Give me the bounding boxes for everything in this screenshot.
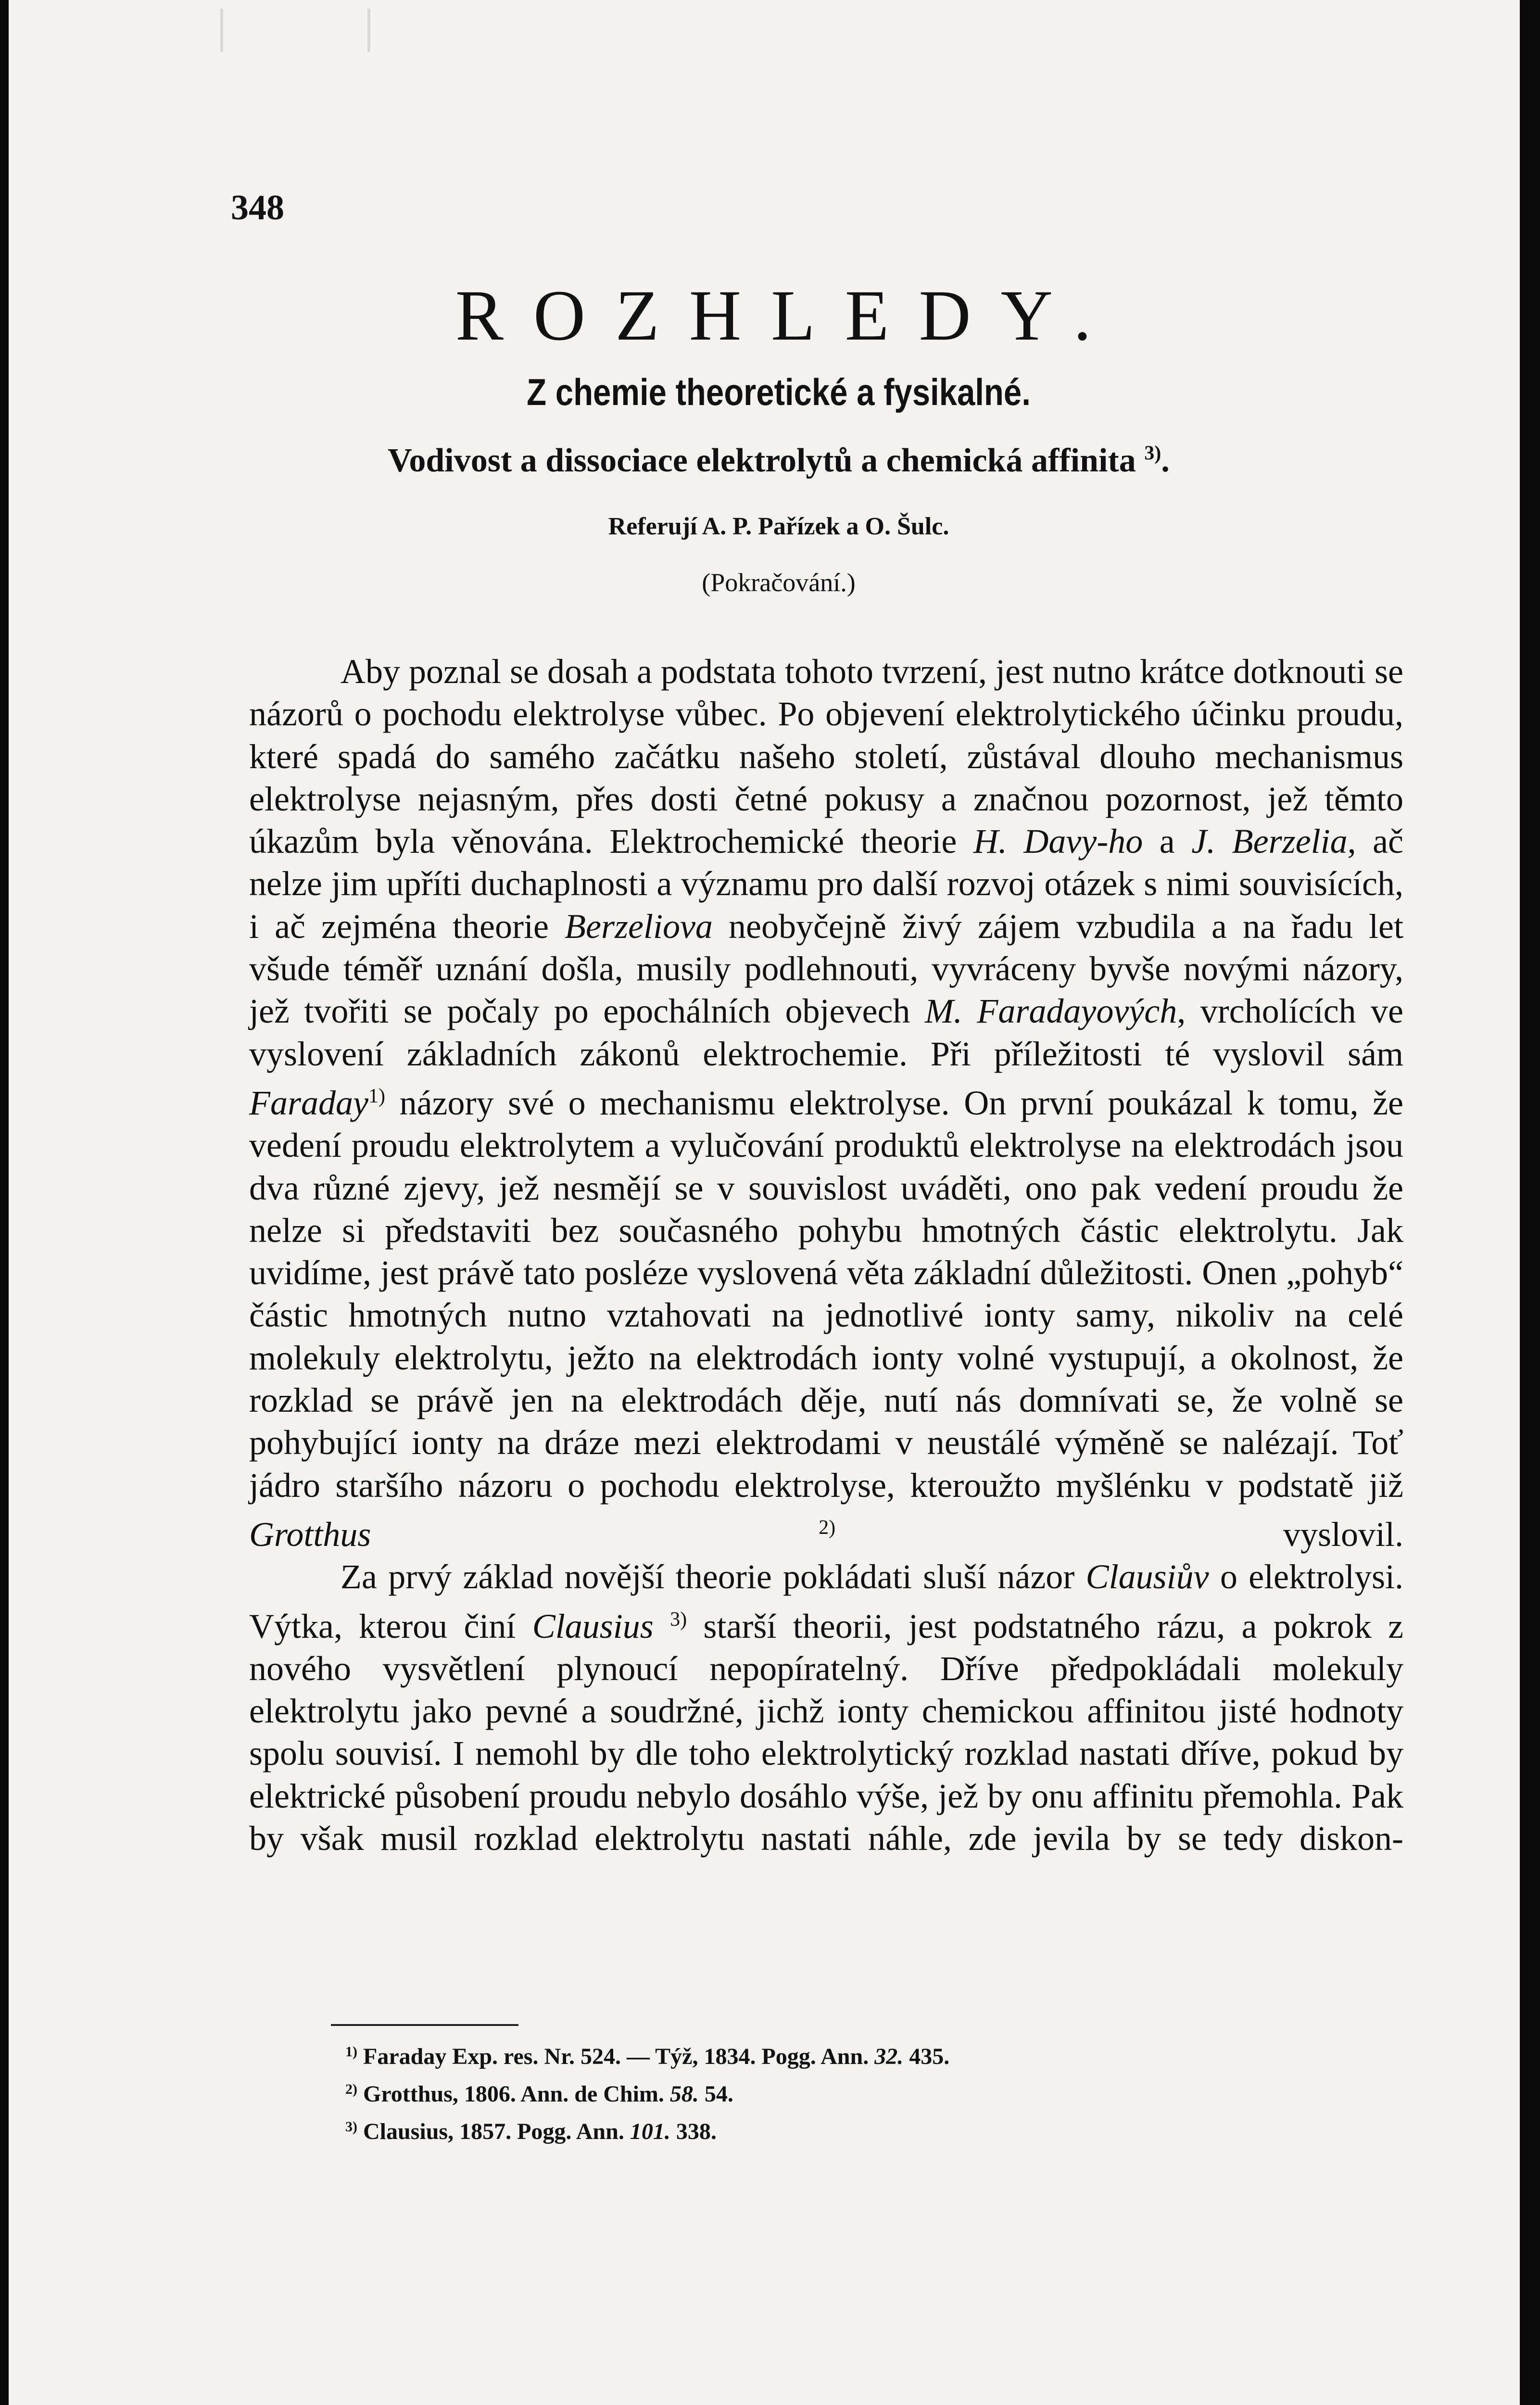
article-title: Vodivost a dissociace elektrolytů a chemická affinita $^{3)}$. [388, 442, 1170, 479]
text-run: starší theorii, jest podstatného rázu, a pokrok z nového vysvětlení plynoucí nepopíratelný. Dříve předpokládali molekuly elektrolytu jako pevné a soudržné, jichž ionty chemickou affinitou jisté hodnoty spolu souvisí. I nemohl by dle toho elektrolytický rozklad nastati dříve, pokud by elektrické působení proudu nebylo dosáhlo výše, jež by onu affinitu přemohla. Pak by však musil rozklad elektrolytu nastati náhle, zde jevila by se tedy diskon- [249, 1607, 1404, 1858]
footnote-ref: 2) [819, 1516, 836, 1539]
section-subheading: Z chemie theoretické a fysikalné. [527, 371, 1031, 413]
footnote [345, 2073, 1403, 2111]
text-run: o elektrolysi. Výtka, kterou činí [249, 1557, 1403, 1646]
footnote-volume: 32. [874, 2044, 904, 2069]
footnote-rule [331, 2024, 518, 2026]
name-berzelia: J. Berzelia [1191, 822, 1348, 861]
continuation-label: (Pokračování.) [702, 568, 856, 597]
article-body [249, 650, 1403, 1860]
page-sheet [9, 0, 1520, 2405]
body-paragraph [249, 1556, 1403, 1860]
name-faradayovych: M. Faradayových [924, 992, 1177, 1031]
name-faraday: Faraday [249, 1083, 368, 1122]
footnote-mark: 3) [345, 2119, 357, 2135]
text-run: názory své o mechanismu elektrolyse. On první poukázal k tomu, že vedení proudu elektrolytem a vylučování produktů elektrolyse na elektrodách jsou dva různé zjevy, jež nesmějí se v souvislost uváděti, ono pak vedení proudu že nelze si představiti bez současného pohybu hmotných částic elektrolytu. Jak uvidíme, jest právě tato posléze vyslovená věta základní důležitosti. Onen „pohyb“ částic hmotných nutno vztahovati na jednotlivé ionty samy, nikoliv na celé molekuly elektrolytu, ježto na elektrodách ionty volné vystupují, a okolnost, že rozklad se právě jen na elektrodách děje, nutí nás domnívati se, že volně se pohybující ionty na dráze mezi elektrodami v neustálé výměně se nalézají. Toť jádro staršího názoru o pochodu elektrolyse, kteroužto myšlénku v podstatě již [249, 1083, 1403, 1505]
footnote-text: Grotthus, 1806. Ann. de Chim. [363, 2081, 670, 2107]
footnote-pages: 54. [698, 2081, 733, 2107]
section-heading: ROZHLEDY. [455, 276, 1122, 355]
scan-binding-mark [220, 9, 370, 52]
text-run: Za prvý základ novější theorie pokládati sluší názor [341, 1557, 1086, 1596]
name-davy: H. Davy-ho [973, 822, 1143, 861]
footnote [345, 2111, 1403, 2148]
footnote-text: Clausius, 1857. Pogg. Ann. [363, 2119, 630, 2144]
name-grotthus: Grotthus [249, 1515, 371, 1554]
text-run: a [1143, 822, 1192, 861]
article-title-text: Vodivost a dissociace elektrolytů a chemická affinita [388, 442, 1136, 479]
footnote-pages: 435. [903, 2044, 950, 2069]
text-run: vyslovil. [835, 1515, 1403, 1554]
article-title-footnote-ref: 3) [1144, 442, 1161, 465]
text-run: , vrcholících ve vyslovení základních zákonů elektrochemie. Při příležitosti té vyslovil sám [249, 992, 1403, 1073]
name-berzeliova: Berzeliova [565, 907, 713, 946]
footnote-volume: 58. [669, 2081, 699, 2107]
footnote-volume: 101. [630, 2119, 670, 2144]
name-clausius: Clausius [532, 1607, 654, 1646]
article-authors: Referují A. P. Pařízek a O. Šulc. [608, 513, 949, 540]
footnote-pages: 338. [670, 2119, 717, 2144]
footnotes [345, 2036, 1403, 2148]
text-run: Aby poznal se dosah a podstata tohoto tvrzení, jest nutno krátce dotknouti se názorů o pochodu elektrolyse vůbec. Po objevení elektrolytického účinku proudu, které spadá do samého začátku našeho století, zůstával dlouho mechanismus elektrolyse nejasným, přes dosti četné pokusy a značnou pozornost, jež těmto úkazům byla věnována. Elektrochemické theorie [249, 652, 1403, 861]
footnote-text: Faraday Exp. res. Nr. 524. — Týž, 1834. Pogg. Ann. [363, 2044, 875, 2069]
footnote [345, 2036, 1403, 2073]
body-paragraph [249, 650, 1403, 1556]
footnote-mark: 2) [345, 2081, 357, 2097]
footnote-mark: 1) [345, 2044, 357, 2060]
footnote-ref: 3) [670, 1608, 687, 1631]
text-run: , ač nelze jim upříti duchaplnosti a významu pro další rozvoj otázek s nimi souvisících, i ač zejména theorie [249, 822, 1403, 946]
page-number: 348 [231, 188, 284, 228]
footnote-ref: 1) [368, 1085, 385, 1107]
text-run: neobyčejně živý zájem vzbudila a na řadu let všude téměř uznání došla, musily podlehnouti, vyvráceny byvše novými názory, jež tvořiti se počaly po epochálních objevech [249, 907, 1403, 1031]
name-clausiuv: Clausiův [1086, 1557, 1209, 1596]
